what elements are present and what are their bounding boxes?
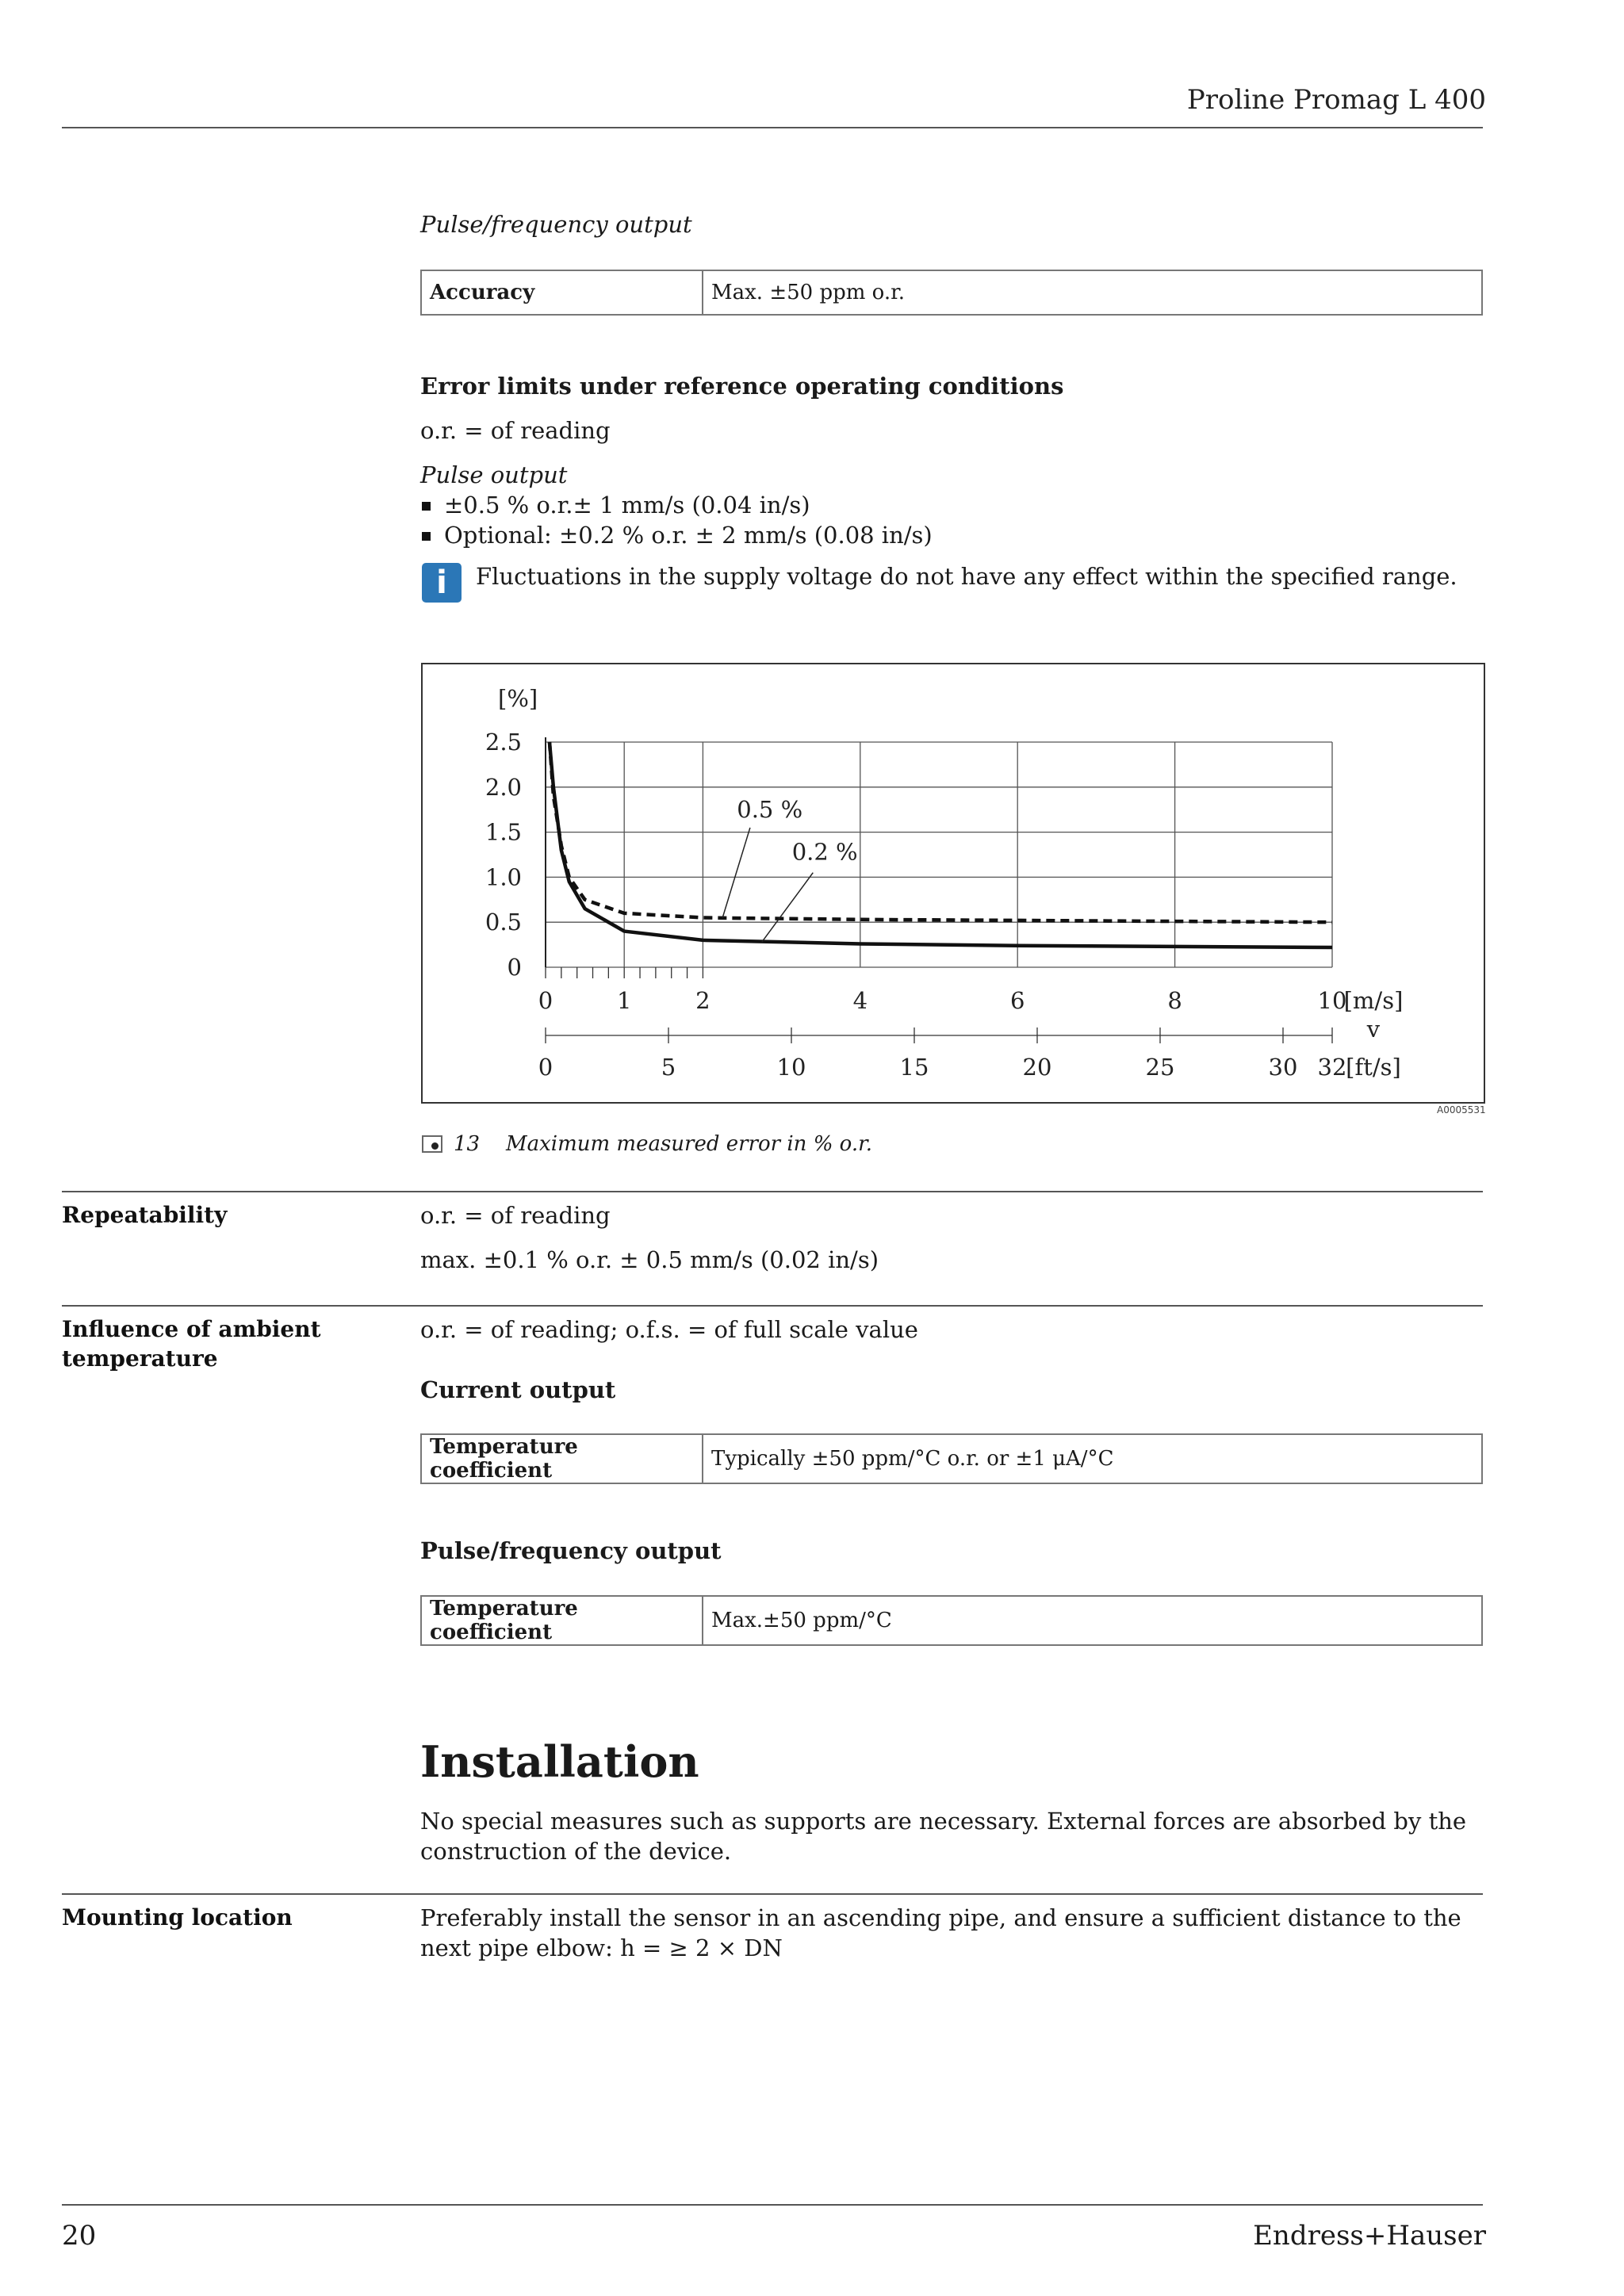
mounting-location-label: Mounting location	[62, 1904, 293, 1931]
document-title: Proline Promag L 400	[1186, 84, 1486, 116]
pulse-frequency-heading: Pulse/frequency output	[420, 211, 692, 238]
ft-tick-label: 15	[899, 1054, 929, 1081]
list-item: Optional: ±0.2 % o.r. ± 2 mm/s (0.08 in/s)	[420, 520, 1451, 550]
ft-tick-label: 32	[1317, 1054, 1347, 1081]
figure-number: 13	[454, 1132, 481, 1156]
ft-tick-label: 25	[1145, 1054, 1175, 1081]
x-tick-label: 0	[538, 987, 553, 1014]
annotation-leader	[762, 873, 813, 942]
x-unit-bottom: [ft/s]	[1346, 1054, 1401, 1081]
repeatability-value: max. ±0.1 % o.r. ± 0.5 mm/s (0.02 in/s)	[420, 1246, 879, 1273]
info-note: Fluctuations in the supply voltage do not have any effect within the specified range.	[476, 563, 1457, 590]
ft-tick-label: 0	[538, 1054, 553, 1081]
section-divider	[62, 1305, 1483, 1307]
table-key: Accuracy	[421, 270, 703, 315]
footer-brand: Endress+Hauser	[1253, 2220, 1486, 2252]
x-tick-label: 1	[616, 987, 632, 1014]
table-value: Max. ±50 ppm o.r.	[703, 270, 1482, 315]
y-tick-label: 1.5	[485, 818, 522, 846]
annotation-label: 0.5 %	[737, 796, 803, 824]
x-unit-top: [m/s]	[1343, 987, 1404, 1014]
table-row	[421, 1434, 1482, 1483]
ambient-definition: o.r. = of reading; o.f.s. = of full scale value	[420, 1316, 918, 1343]
list-item: ±0.5 % o.r.± 1 mm/s (0.04 in/s)	[420, 490, 1451, 520]
x-tick-label: 8	[1167, 987, 1182, 1014]
info-icon: i	[422, 563, 462, 603]
y-tick-label: 2.5	[485, 729, 522, 756]
section-divider	[62, 1893, 1483, 1895]
y-axis-label: [%]	[498, 685, 538, 712]
mounting-location-text: Preferably install the sensor in an ascending pipe, and ensure a sufficient distance to the next pipe elbow: h = ≥ 2 × DN	[420, 1904, 1461, 1961]
footer-rule	[62, 2204, 1483, 2206]
ambient-label: Influence of ambient temperature	[62, 1316, 321, 1372]
ft-tick-label: 30	[1268, 1054, 1298, 1081]
pulse-frequency-output-heading: Pulse/frequency output	[420, 1537, 722, 1564]
annotation-label: 0.2 %	[791, 838, 858, 866]
current-output-table	[420, 1433, 1483, 1484]
error-chart-svg	[423, 664, 1484, 1102]
figure-icon	[422, 1135, 442, 1153]
ft-tick-label: 5	[661, 1054, 676, 1081]
table-value: Max.±50 ppm/°C	[703, 1596, 1482, 1645]
pulse-output-subheading: Pulse output	[420, 461, 568, 488]
header-rule	[62, 127, 1483, 128]
pulse-frequency-table	[420, 1595, 1483, 1646]
error-limits-definition: o.r. = of reading	[420, 417, 611, 444]
x-tick-label: 4	[852, 987, 868, 1014]
y-tick-label: 2.0	[485, 773, 522, 801]
annotation-leader	[722, 828, 750, 918]
figure-code: A0005531	[1437, 1104, 1486, 1115]
table-key: Temperature coefficient	[421, 1434, 703, 1483]
table-row	[421, 270, 1482, 315]
figure-caption: Maximum measured error in % o.r.	[506, 1132, 872, 1156]
error-chart	[421, 663, 1485, 1104]
page-number: 20	[62, 2220, 97, 2252]
y-tick-label: 0.5	[485, 909, 522, 936]
section-divider	[62, 1191, 1483, 1192]
y-tick-label: 1.0	[485, 863, 522, 891]
repeatability-label: Repeatability	[62, 1202, 228, 1228]
accuracy-table	[420, 270, 1483, 316]
y-tick-label: 0	[507, 954, 522, 981]
error-limits-list	[420, 490, 1451, 550]
error-limits-heading: Error limits under reference operating conditions	[420, 373, 1064, 400]
x-axis-label: v	[1366, 1016, 1381, 1043]
ft-tick-label: 20	[1022, 1054, 1052, 1081]
table-key: Temperature coefficient	[421, 1596, 703, 1645]
installation-heading: Installation	[420, 1736, 699, 1787]
x-tick-label: 2	[695, 987, 710, 1014]
current-output-heading: Current output	[420, 1376, 616, 1403]
installation-intro: No special measures such as supports are necessary. External forces are absorbed by the construction of the device.	[420, 1808, 1467, 1865]
x-tick-label: 10	[1317, 987, 1347, 1014]
table-row	[421, 1596, 1482, 1645]
x-tick-label: 6	[1009, 987, 1025, 1014]
ft-tick-label: 10	[776, 1054, 806, 1081]
table-value: Typically ±50 ppm/°C o.r. or ±1 μA/°C	[703, 1434, 1482, 1483]
repeatability-definition: o.r. = of reading	[420, 1202, 611, 1229]
